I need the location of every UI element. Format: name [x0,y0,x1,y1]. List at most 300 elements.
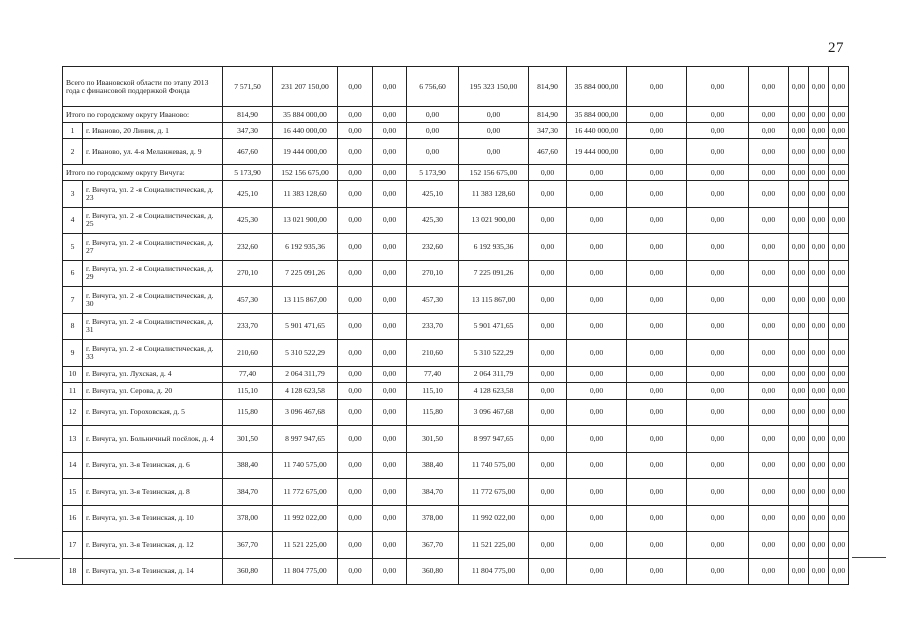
value-cell: 814,90 [529,67,567,107]
value-cell: 0,00 [829,313,849,340]
value-cell: 0,00 [687,207,749,234]
value-cell: 0,00 [627,426,687,453]
value-cell: 0,00 [809,558,829,585]
table-row [63,340,849,367]
value-cell: 115,80 [223,399,273,426]
value-cell: 0,00 [687,532,749,559]
value-cell: 0,00 [789,165,809,181]
value-cell: 0,00 [829,107,849,123]
value-cell: 11 804 775,00 [273,558,338,585]
table-row [63,287,849,314]
value-cell: 0,00 [687,452,749,479]
value-cell: 0,00 [529,260,567,287]
table-row [63,426,849,453]
value-cell: 13 021 900,00 [459,207,529,234]
table-row [63,558,849,585]
value-cell: 0,00 [407,107,459,123]
value-cell: 16 440 000,00 [273,123,338,139]
value-cell: 0,00 [373,207,407,234]
value-cell: 0,00 [829,340,849,367]
value-cell: 0,00 [749,505,789,532]
value-cell: 0,00 [809,479,829,506]
value-cell: 0,00 [627,558,687,585]
value-cell: 0,00 [567,165,627,181]
value-cell: 5 173,90 [223,165,273,181]
value-cell: 8 997 947,65 [273,426,338,453]
value-cell: 0,00 [829,399,849,426]
value-cell: 232,60 [223,234,273,261]
table-row [63,366,849,383]
value-cell: 0,00 [687,181,749,208]
value-cell: 210,60 [223,340,273,367]
value-cell: 0,00 [338,123,373,139]
value-cell: 467,60 [223,139,273,165]
value-cell: 0,00 [809,165,829,181]
value-cell: 0,00 [789,399,809,426]
value-cell: 0,00 [809,260,829,287]
value-cell: 0,00 [687,399,749,426]
value-cell: 0,00 [373,287,407,314]
value-cell: 270,10 [407,260,459,287]
value-cell: 0,00 [789,383,809,400]
value-cell: 115,10 [407,383,459,400]
value-cell: 35 884 000,00 [273,107,338,123]
table-row [63,207,849,234]
value-cell: 378,00 [223,505,273,532]
row-number: 12 [63,399,83,426]
value-cell: 0,00 [338,181,373,208]
value-cell: 0,00 [749,399,789,426]
value-cell: 0,00 [338,399,373,426]
row-number: 1 [63,123,83,139]
value-cell: 0,00 [567,313,627,340]
value-cell: 0,00 [338,139,373,165]
value-cell: 0,00 [789,181,809,208]
value-cell: 0,00 [749,426,789,453]
value-cell: 0,00 [789,260,809,287]
value-cell: 347,30 [529,123,567,139]
value-cell: 0,00 [627,313,687,340]
value-cell: 0,00 [829,426,849,453]
value-cell: 0,00 [687,558,749,585]
table-row [63,234,849,261]
value-cell: 7 225 091,26 [459,260,529,287]
value-cell: 4 128 623,58 [459,383,529,400]
value-cell: 152 156 675,00 [459,165,529,181]
value-cell: 0,00 [627,452,687,479]
value-cell: 0,00 [627,479,687,506]
value-cell: 0,00 [789,532,809,559]
value-cell: 0,00 [373,399,407,426]
value-cell: 0,00 [373,340,407,367]
value-cell: 0,00 [567,532,627,559]
value-cell: 0,00 [627,207,687,234]
value-cell: 0,00 [809,340,829,367]
value-cell: 5 310 522,29 [459,340,529,367]
value-cell: 0,00 [749,139,789,165]
value-cell: 0,00 [529,558,567,585]
value-cell: 0,00 [338,207,373,234]
value-cell: 0,00 [338,313,373,340]
value-cell: 347,30 [223,123,273,139]
value-cell: 233,70 [407,313,459,340]
table-row [63,123,849,139]
value-cell: 0,00 [749,234,789,261]
value-cell: 0,00 [338,452,373,479]
value-cell: 0,00 [338,532,373,559]
value-cell: 11 383 128,60 [459,181,529,208]
value-cell: 13 115 867,00 [273,287,338,314]
value-cell: 0,00 [809,426,829,453]
value-cell: 0,00 [373,165,407,181]
value-cell: 0,00 [567,452,627,479]
value-cell: 19 444 000,00 [273,139,338,165]
address-cell: г. Иваново, 20 Линия, д. 1 [83,123,223,139]
table-row [63,479,849,506]
table-row [63,260,849,287]
value-cell: 425,30 [407,207,459,234]
row-number: 10 [63,366,83,383]
address-cell: г. Вичуга, ул. Лухская, д. 4 [83,366,223,383]
value-cell: 0,00 [789,287,809,314]
value-cell: 3 096 467,68 [459,399,529,426]
value-cell: 0,00 [829,139,849,165]
value-cell: 115,80 [407,399,459,426]
value-cell: 0,00 [809,532,829,559]
value-cell: 0,00 [749,181,789,208]
value-cell: 0,00 [338,340,373,367]
value-cell: 384,70 [407,479,459,506]
value-cell: 0,00 [789,139,809,165]
value-cell: 0,00 [338,165,373,181]
value-cell: 6 192 935,36 [273,234,338,261]
value-cell: 0,00 [809,313,829,340]
value-cell: 0,00 [529,532,567,559]
value-cell: 0,00 [789,452,809,479]
value-cell: 0,00 [829,123,849,139]
value-cell: 0,00 [373,260,407,287]
value-cell: 0,00 [529,452,567,479]
value-cell: 11 740 575,00 [459,452,529,479]
value-cell: 0,00 [687,107,749,123]
value-cell: 0,00 [529,181,567,208]
address-cell: г. Иваново, ул. 4-я Меланжевая, д. 9 [83,139,223,165]
value-cell: 0,00 [749,123,789,139]
value-cell: 0,00 [829,505,849,532]
value-cell: 360,80 [407,558,459,585]
value-cell: 0,00 [373,139,407,165]
value-cell: 0,00 [829,479,849,506]
value-cell: 0,00 [749,165,789,181]
value-cell: 0,00 [749,366,789,383]
value-cell: 4 128 623,58 [273,383,338,400]
value-cell: 0,00 [749,452,789,479]
value-cell: 0,00 [529,165,567,181]
value-cell: 0,00 [789,123,809,139]
value-cell: 270,10 [223,260,273,287]
value-cell: 0,00 [829,181,849,208]
table-row [63,505,849,532]
value-cell: 467,60 [529,139,567,165]
value-cell: 6 192 935,36 [459,234,529,261]
value-cell: 367,70 [223,532,273,559]
value-cell: 0,00 [373,313,407,340]
address-cell: г. Вичуга, ул. 2 -я Социалистическая, д. 23 [83,181,223,208]
value-cell: 5 173,90 [407,165,459,181]
address-cell: г. Вичуга, ул. 3-я Тезинская, д. 10 [83,505,223,532]
value-cell: 0,00 [529,426,567,453]
value-cell: 0,00 [373,181,407,208]
housing-program-table [62,66,849,585]
address-cell: г. Вичуга, ул. 3-я Тезинская, д. 8 [83,479,223,506]
value-cell: 0,00 [789,207,809,234]
row-number: 16 [63,505,83,532]
value-cell: 0,00 [687,287,749,314]
address-cell: г. Вичуга, ул. 2 -я Социалистическая, д. 30 [83,287,223,314]
summary-row [63,107,849,123]
value-cell: 0,00 [829,207,849,234]
value-cell: 301,50 [407,426,459,453]
value-cell: 0,00 [407,139,459,165]
address-cell: г. Вичуга, ул. 2 -я Социалистическая, д. 31 [83,313,223,340]
value-cell: 814,90 [223,107,273,123]
value-cell: 384,70 [223,479,273,506]
value-cell: 8 997 947,65 [459,426,529,453]
value-cell: 77,40 [223,366,273,383]
value-cell: 0,00 [627,67,687,107]
value-cell: 0,00 [749,340,789,367]
value-cell: 457,30 [407,287,459,314]
value-cell: 0,00 [749,287,789,314]
value-cell: 0,00 [809,234,829,261]
value-cell: 0,00 [338,505,373,532]
value-cell: 0,00 [529,313,567,340]
value-cell: 0,00 [338,366,373,383]
value-cell: 0,00 [627,532,687,559]
value-cell: 0,00 [687,165,749,181]
value-cell: 0,00 [529,207,567,234]
value-cell: 0,00 [749,479,789,506]
value-cell: 0,00 [789,313,809,340]
row-number: 17 [63,532,83,559]
value-cell: 0,00 [789,366,809,383]
value-cell: 0,00 [829,532,849,559]
value-cell: 0,00 [459,139,529,165]
value-cell: 0,00 [627,107,687,123]
value-cell: 0,00 [567,399,627,426]
summary-label: Итого по городскому округу Вичуга: [63,165,223,181]
value-cell: 0,00 [529,234,567,261]
value-cell: 0,00 [809,207,829,234]
value-cell: 0,00 [749,67,789,107]
value-cell: 0,00 [529,479,567,506]
value-cell: 0,00 [338,383,373,400]
value-cell: 231 207 150,00 [273,67,338,107]
value-cell: 425,10 [407,181,459,208]
value-cell: 0,00 [567,366,627,383]
value-cell: 0,00 [338,558,373,585]
value-cell: 0,00 [687,139,749,165]
value-cell: 0,00 [789,107,809,123]
value-cell: 0,00 [567,558,627,585]
row-number: 7 [63,287,83,314]
value-cell: 232,60 [407,234,459,261]
value-cell: 0,00 [809,366,829,383]
value-cell: 0,00 [627,165,687,181]
value-cell: 0,00 [687,234,749,261]
value-cell: 11 383 128,60 [273,181,338,208]
value-cell: 0,00 [338,260,373,287]
value-cell: 0,00 [567,505,627,532]
value-cell: 13 021 900,00 [273,207,338,234]
value-cell: 11 804 775,00 [459,558,529,585]
value-cell: 0,00 [789,505,809,532]
value-cell: 3 096 467,68 [273,399,338,426]
value-cell: 0,00 [687,426,749,453]
value-cell: 0,00 [687,260,749,287]
value-cell: 0,00 [627,234,687,261]
value-cell: 388,40 [223,452,273,479]
value-cell: 35 884 000,00 [567,67,627,107]
value-cell: 0,00 [749,558,789,585]
value-cell: 0,00 [829,260,849,287]
value-cell: 0,00 [829,452,849,479]
value-cell: 0,00 [338,479,373,506]
table-row [63,139,849,165]
value-cell: 0,00 [829,67,849,107]
address-cell: г. Вичуга, ул. Больничный посёлок, д. 4 [83,426,223,453]
row-number: 9 [63,340,83,367]
summary-label: Итого по городскому округу Иваново: [63,107,223,123]
value-cell: 233,70 [223,313,273,340]
value-cell: 0,00 [529,399,567,426]
margin-dash-left [14,558,60,559]
value-cell: 0,00 [789,426,809,453]
address-cell: г. Вичуга, ул. Гороховская, д. 5 [83,399,223,426]
value-cell: 0,00 [627,505,687,532]
row-number: 14 [63,452,83,479]
table-row [63,532,849,559]
value-cell: 0,00 [627,260,687,287]
value-cell: 0,00 [687,366,749,383]
value-cell: 11 772 675,00 [273,479,338,506]
value-cell: 814,90 [529,107,567,123]
value-cell: 11 521 225,00 [273,532,338,559]
value-cell: 0,00 [789,479,809,506]
value-cell: 210,60 [407,340,459,367]
value-cell: 0,00 [749,532,789,559]
value-cell: 77,40 [407,366,459,383]
value-cell: 0,00 [373,452,407,479]
value-cell: 6 756,60 [407,67,459,107]
value-cell: 0,00 [567,340,627,367]
value-cell: 115,10 [223,383,273,400]
table-row [63,452,849,479]
value-cell: 0,00 [687,313,749,340]
value-cell: 0,00 [627,399,687,426]
value-cell: 0,00 [373,479,407,506]
address-cell: г. Вичуга, ул. 3-я Тезинская, д. 14 [83,558,223,585]
value-cell: 0,00 [789,67,809,107]
value-cell: 0,00 [809,139,829,165]
value-cell: 5 310 522,29 [273,340,338,367]
value-cell: 0,00 [687,123,749,139]
value-cell: 425,10 [223,181,273,208]
value-cell: 0,00 [627,181,687,208]
value-cell: 0,00 [687,479,749,506]
value-cell: 0,00 [529,505,567,532]
value-cell: 0,00 [373,532,407,559]
value-cell: 0,00 [373,383,407,400]
table-row [63,313,849,340]
value-cell: 425,30 [223,207,273,234]
value-cell: 0,00 [627,123,687,139]
value-cell: 11 740 575,00 [273,452,338,479]
value-cell: 0,00 [809,505,829,532]
value-cell: 0,00 [809,452,829,479]
value-cell: 0,00 [373,123,407,139]
address-cell: г. Вичуга, ул. 2 -я Социалистическая, д. 29 [83,260,223,287]
value-cell: 0,00 [627,383,687,400]
value-cell: 388,40 [407,452,459,479]
value-cell: 0,00 [749,313,789,340]
value-cell: 0,00 [338,107,373,123]
value-cell: 0,00 [829,366,849,383]
value-cell: 0,00 [749,207,789,234]
row-number: 4 [63,207,83,234]
value-cell: 367,70 [407,532,459,559]
row-number: 3 [63,181,83,208]
value-cell: 19 444 000,00 [567,139,627,165]
value-cell: 0,00 [809,399,829,426]
value-cell: 0,00 [529,287,567,314]
value-cell: 0,00 [627,139,687,165]
value-cell: 0,00 [373,366,407,383]
address-cell: г. Вичуга, ул. 2 -я Социалистическая, д. 33 [83,340,223,367]
value-cell: 0,00 [749,383,789,400]
value-cell: 0,00 [809,123,829,139]
row-number: 11 [63,383,83,400]
row-number: 13 [63,426,83,453]
value-cell: 0,00 [529,366,567,383]
value-cell: 0,00 [373,67,407,107]
row-number: 5 [63,234,83,261]
value-cell: 16 440 000,00 [567,123,627,139]
value-cell: 0,00 [809,287,829,314]
value-cell: 0,00 [373,234,407,261]
value-cell: 0,00 [338,287,373,314]
value-cell: 0,00 [687,67,749,107]
value-cell: 152 156 675,00 [273,165,338,181]
value-cell: 0,00 [373,505,407,532]
value-cell: 11 521 225,00 [459,532,529,559]
value-cell: 0,00 [567,287,627,314]
table-row [63,181,849,208]
value-cell: 0,00 [459,107,529,123]
value-cell: 0,00 [789,558,809,585]
value-cell: 0,00 [789,234,809,261]
value-cell: 11 772 675,00 [459,479,529,506]
value-cell: 378,00 [407,505,459,532]
value-cell: 0,00 [338,67,373,107]
row-number: 6 [63,260,83,287]
table-row [63,399,849,426]
value-cell: 0,00 [687,340,749,367]
value-cell: 0,00 [687,383,749,400]
address-cell: г. Вичуга, ул. 2 -я Социалистическая, д. 25 [83,207,223,234]
value-cell: 7 225 091,26 [273,260,338,287]
value-cell: 0,00 [567,479,627,506]
